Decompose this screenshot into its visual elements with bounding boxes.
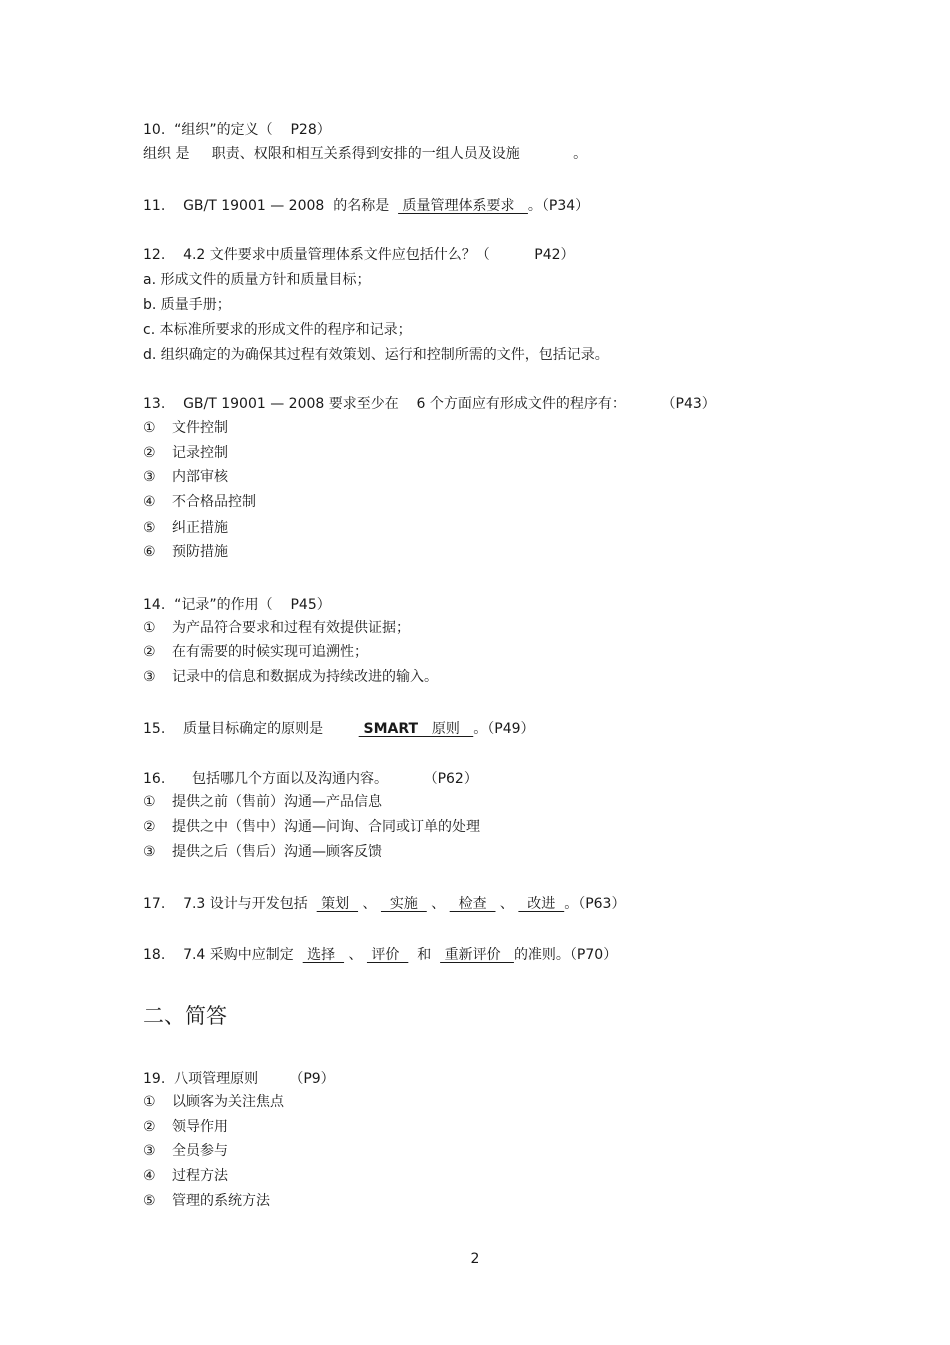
list-item xyxy=(143,817,480,837)
q11-prefix: 11. GB/T 19001 — 2008 的名称是 xyxy=(143,198,399,214)
list-item xyxy=(143,1191,270,1211)
q10-title: 10. “组织”的定义（ P28） xyxy=(143,122,331,138)
q12-title: 12. 4.2 文件要求中质量管理体系文件应包括什么？（ P42） xyxy=(143,247,575,263)
list-item xyxy=(143,792,382,812)
q15-blank-rest: 原则 xyxy=(422,721,474,737)
list-marker: ③ xyxy=(143,469,156,485)
q17-sep: 、 xyxy=(495,896,519,912)
list-marker: ① xyxy=(143,620,156,636)
list-marker: ③ xyxy=(143,844,156,860)
list-text: 内部审核 xyxy=(172,469,228,485)
list-marker: ② xyxy=(143,819,156,835)
list-text: 预防措施 xyxy=(172,544,228,560)
list-marker: ② xyxy=(143,1119,156,1135)
list-text: 以顾客为关注焦点 xyxy=(172,1094,284,1110)
list-item xyxy=(143,518,228,538)
q14-title: 14. “记录”的作用（ P45） xyxy=(143,597,331,613)
list-marker: ⑥ xyxy=(143,544,156,560)
list-marker: ⑤ xyxy=(143,1193,156,1209)
q18-blank-1: 选择 xyxy=(302,947,345,963)
q17-blank-1: 策划 xyxy=(316,896,359,912)
q16-title: 16. 包括哪几个方面以及沟通内容。 （P62） xyxy=(143,771,478,787)
list-marker: ② xyxy=(143,644,156,660)
q15-suffix: 。（P49） xyxy=(473,721,535,737)
q13-title: 13. GB/T 19001 — 2008 要求至少在 6 个方面应有形成文件的程序有： （P43） xyxy=(143,396,716,412)
q18-prefix: 18. 7.4 采购中应制定 xyxy=(143,947,303,963)
q12-item-c: c. 本标准所要求的形成文件的程序和记录； xyxy=(143,322,412,338)
list-text: 为产品符合要求和过程有效提供证据； xyxy=(172,620,410,636)
q17-prefix: 17. 7.3 设计与开发包括 xyxy=(143,896,317,912)
list-text: 记录中的信息和数据成为持续改进的输入。 xyxy=(172,669,438,685)
list-marker: ① xyxy=(143,794,156,810)
q17-blank-4: 改进 xyxy=(518,896,565,912)
list-marker: ③ xyxy=(143,1143,156,1159)
list-item xyxy=(143,618,410,638)
list-text: 不合格品控制 xyxy=(172,494,256,510)
q12-item-d: d. 组织确定的为确保其过程有效策划、运行和控制所需的文件，包括记录。 xyxy=(143,347,609,363)
q18-mid: 和 xyxy=(408,947,441,963)
q17-blank-2: 实施 xyxy=(380,896,427,912)
list-item xyxy=(143,443,228,463)
q17-sep: 、 xyxy=(426,896,450,912)
list-item xyxy=(143,1092,284,1112)
q18-blank-2: 评价 xyxy=(366,947,409,963)
q11-line xyxy=(143,196,589,216)
q12-item-b: b. 质量手册； xyxy=(143,297,231,313)
list-text: 过程方法 xyxy=(172,1168,228,1184)
list-marker: ④ xyxy=(143,1168,156,1184)
list-item xyxy=(143,418,228,438)
list-text: 提供之后（售后）沟通—顾客反馈 xyxy=(172,844,382,860)
q10-answer: 组织 是 职责、权限和相互关系得到安排的一组人员及设施 。 xyxy=(143,146,588,162)
section-heading: 二、简答 xyxy=(143,1004,227,1028)
q18-line xyxy=(143,945,617,965)
list-text: 在有需要的时候实现可追溯性； xyxy=(172,644,368,660)
list-marker: ③ xyxy=(143,669,156,685)
list-marker: ⑤ xyxy=(143,520,156,536)
list-marker: ② xyxy=(143,445,156,461)
list-text: 记录控制 xyxy=(172,445,228,461)
page-number: 2 xyxy=(470,1251,480,1267)
q11-blank: 质量管理体系要求 xyxy=(398,198,528,214)
list-text: 领导作用 xyxy=(172,1119,228,1135)
q17-suffix: 。（P63） xyxy=(564,896,626,912)
q18-sep: 、 xyxy=(344,947,367,963)
list-text: 提供之前（售前）沟通—产品信息 xyxy=(172,794,382,810)
list-marker: ④ xyxy=(143,494,156,510)
q18-suffix: 的准则。（P70） xyxy=(513,947,618,963)
list-item xyxy=(143,842,382,862)
q11-suffix: 。（P34） xyxy=(527,198,590,214)
list-item xyxy=(143,492,256,512)
list-marker: ① xyxy=(143,420,156,436)
q15-blank-bold: SMART xyxy=(358,721,423,737)
q15-prefix: 15. 质量目标确定的原则是 xyxy=(143,721,359,737)
q17-blank-3: 检查 xyxy=(449,896,496,912)
list-text: 纠正措施 xyxy=(172,520,228,536)
q15-line xyxy=(143,719,535,739)
list-item xyxy=(143,1141,228,1161)
list-text: 文件控制 xyxy=(172,420,228,436)
q18-blank-3: 重新评价 xyxy=(440,947,514,963)
q17-line xyxy=(143,894,625,914)
list-item xyxy=(143,1117,228,1137)
list-item xyxy=(143,642,368,662)
list-item xyxy=(143,1166,228,1186)
list-text: 管理的系统方法 xyxy=(172,1193,270,1209)
list-item xyxy=(143,542,228,562)
q17-sep: 、 xyxy=(358,896,381,912)
list-item xyxy=(143,467,228,487)
q19-title: 19. 八项管理原则 （P9） xyxy=(143,1071,335,1087)
list-item xyxy=(143,667,438,687)
list-text: 全员参与 xyxy=(172,1143,228,1159)
q12-item-a: a. 形成文件的质量方针和质量目标； xyxy=(143,272,371,288)
list-marker: ① xyxy=(143,1094,156,1110)
list-text: 提供之中（售中）沟通—问询、合同或订单的处理 xyxy=(172,819,480,835)
